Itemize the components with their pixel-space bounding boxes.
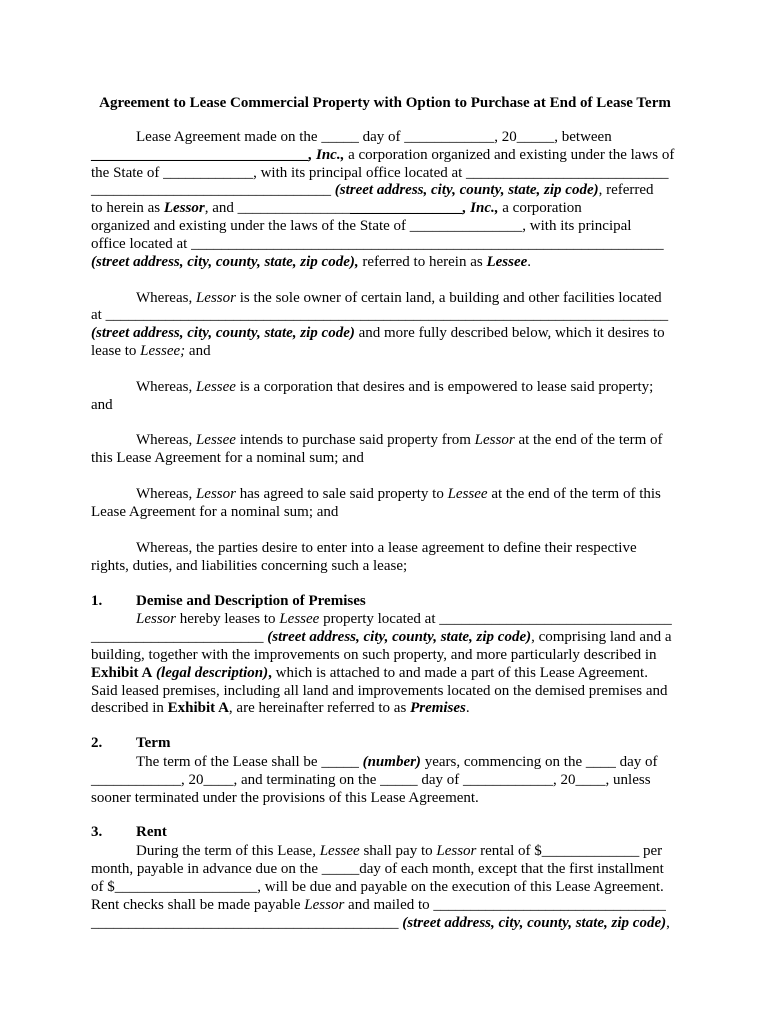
address-hint: (street address, city, county, state, zip code) [402, 915, 667, 931]
intro-line-6: organized and existing under the laws of the State of _______________, with its principal [91, 218, 632, 234]
intro-line-5-text: to herein as [91, 200, 164, 216]
lessor-term: Lessor [474, 432, 515, 448]
whereas-1-line-4-text: lease to [91, 343, 141, 359]
section-3-mid: shall pay to [359, 843, 437, 859]
section-1-line-2-text: , comprising land and a [531, 629, 672, 645]
whereas-1-text: is the sole owner of certain land, a building and other facilities located [235, 290, 662, 306]
exhibit-a-ref: Exhibit A [91, 665, 153, 681]
whereas-2-text: is a corporation that desires and is empowered to lease said property; [235, 379, 654, 395]
intro-line-5 [91, 199, 582, 217]
intro-line-8-text: referred to herein as [358, 254, 487, 270]
intro-line-7: office located at _______________________________________________________________ [91, 236, 664, 252]
lessee-term: Lessee [195, 379, 236, 395]
section-2-line-2: ____________, 20____, and terminating on the _____ day of ____________, 20____, unless [91, 772, 651, 788]
whereas-5-line-2: rights, duties, and liabilities concerning such a lease; [91, 558, 408, 574]
whereas-label: Whereas, [136, 290, 196, 306]
section-3-text: During the term of this Lease, [136, 843, 320, 859]
section-3-rest: rental of $_____________ per [476, 843, 663, 859]
section-3-line-4-rest: and mailed to _______________________________ [344, 897, 666, 913]
lessor-term: Lessor [304, 897, 345, 913]
intro-line-2-text: a corporation organized and existing under the laws of [344, 147, 675, 163]
whereas-1-line-3-text: and more fully described below, which it desires to [354, 325, 665, 341]
lessor-term: Lessor [436, 843, 477, 859]
whereas-3-line-2: this Lease Agreement for a nominal sum; and [91, 450, 364, 466]
section-1-line-5: Said leased premises, including all land and improvements located on the demised premises and [91, 683, 668, 699]
intro-line-8 [91, 253, 531, 271]
whereas-3-line-1 [136, 431, 663, 449]
number-hint: (number) [362, 754, 421, 770]
whereas-1-line-1 [136, 289, 662, 307]
whereas-1-line-4 [91, 342, 211, 360]
section-1-line-6 [91, 699, 470, 717]
section-3-line-3: of $___________________, will be due and payable on the execution of this Lease Agreement. [91, 879, 664, 895]
lessee-term: Lessee [195, 432, 236, 448]
lessor-name-blank: _____________________________ [91, 147, 309, 163]
section-1-rest: property located at _______________________________ [319, 611, 672, 627]
address-hint: (street address, city, county, state, zip code), [91, 254, 359, 270]
section-2-text: The term of the Lease shall be _____ [136, 754, 363, 770]
section-3-line-5 [91, 914, 670, 932]
section-2-line-1 [136, 753, 658, 771]
intro-line-2 [91, 146, 674, 164]
section-1-text: hereby leases to [176, 611, 280, 627]
period: . [465, 700, 470, 716]
section-2-number: 2. [91, 735, 103, 751]
whereas-4-text: has agreed to sale said property to [235, 486, 448, 502]
whereas-2-line-2: and [91, 397, 113, 413]
section-1-line-4 [91, 664, 648, 682]
lessee-term: Lessee [486, 254, 528, 270]
address-blank: _________________________________________ [91, 915, 403, 931]
intro-line-3: the State of ____________, with its principal office located at ___________________________ [91, 165, 669, 181]
comma: , [268, 665, 272, 681]
address-blank: _______________________ [91, 629, 268, 645]
whereas-1-and: and [185, 343, 211, 359]
intro-line-1: Lease Agreement made on the _____ day of ____________, 20_____, between [136, 129, 612, 145]
intro-period: . [527, 254, 532, 270]
whereas-1-line-3 [91, 324, 665, 342]
whereas-label: Whereas, [136, 432, 196, 448]
section-1-line-1 [136, 610, 672, 628]
lessor-term: Lessor [163, 200, 205, 216]
whereas-4-line-1 [136, 485, 661, 503]
address-hint: (street address, city, county, state, zip code) [267, 629, 532, 645]
address-blank: ________________________________ [91, 182, 335, 198]
comma: , [666, 915, 670, 931]
lessor-term: Lessor [195, 486, 236, 502]
lessee-term: Lessee; [140, 343, 186, 359]
lessee-inc: , Inc., [462, 200, 499, 216]
section-3-line-4-text: Rent checks shall be made payable [91, 897, 305, 913]
document-title: Agreement to Lease Commercial Property with Option to Purchase at End of Lease Term [99, 95, 671, 111]
whereas-4-line-2: Lease Agreement for a nominal sum; and [91, 504, 339, 520]
whereas-label: Whereas, [136, 486, 196, 502]
lessee-name-blank: _______________ [350, 200, 463, 216]
lessee-term: Lessee [447, 486, 488, 502]
whereas-4-rest: at the end of the term of this [487, 486, 661, 502]
lessor-inc: , Inc., [308, 147, 345, 163]
section-1-line-3: building, together with the improvements on such property, and more particularly described in [91, 647, 657, 663]
section-3-line-1 [136, 842, 662, 860]
section-1-line-6-text: described in [91, 700, 168, 716]
exhibit-a-ref: Exhibit A [167, 700, 229, 716]
lessor-term: Lessor [136, 611, 177, 627]
section-2-line-3: sooner terminated under the provisions of this Lease Agreement. [91, 790, 479, 806]
section-2-rest: years, commencing on the ____ day of [420, 754, 658, 770]
legal-description-hint: (legal description) [152, 665, 269, 681]
whereas-3-text: intends to purchase said property from [235, 432, 475, 448]
section-1-line-4-text: which is attached to and made a part of this Lease Agreement. [271, 665, 648, 681]
whereas-2-line-1 [136, 378, 653, 396]
intro-line-4 [91, 181, 654, 199]
section-1-line-6-mid: , are hereinafter referred to as [228, 700, 411, 716]
intro-and: , and _______________ [204, 200, 351, 216]
address-hint: (street address, city, county, state, zip code) [91, 325, 355, 341]
section-2-heading: Term [136, 735, 171, 751]
whereas-1-line-2: at ___________________________________________________________________________ [91, 307, 669, 323]
whereas-3-rest: at the end of the term of [514, 432, 663, 448]
lessor-term: Lessor [195, 290, 236, 306]
whereas-label: Whereas, [136, 379, 196, 395]
intro-line-5-rest: a corporation [498, 200, 582, 216]
address-hint: (street address, city, county, state, zip code) [334, 182, 599, 198]
section-1-heading: Demise and Description of Premises [136, 593, 366, 609]
lessee-term: Lessee [319, 843, 360, 859]
section-3-number: 3. [91, 824, 103, 840]
lessee-term: Lessee [279, 611, 320, 627]
section-3-heading: Rent [136, 824, 167, 840]
section-3-line-4 [91, 896, 666, 914]
section-1-line-2 [91, 628, 671, 646]
section-3-line-2: month, payable in advance due on the _____day of each month, except that the first installment [91, 861, 664, 877]
whereas-5-line-1: Whereas, the parties desire to enter into a lease agreement to define their respective [136, 540, 637, 556]
intro-line-4-text: , referred [598, 182, 654, 198]
premises-term: Premises [410, 700, 466, 716]
section-1-number: 1. [91, 593, 103, 609]
